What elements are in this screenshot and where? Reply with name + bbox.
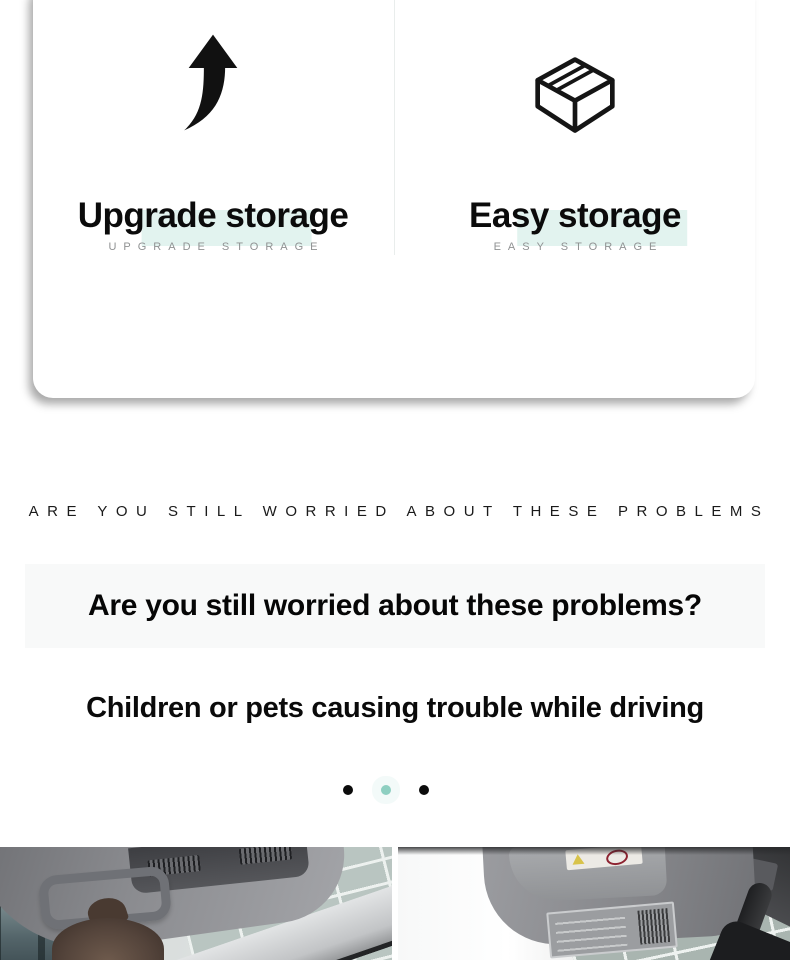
section-subheading: Children or pets causing trouble while driving (86, 692, 704, 724)
curved-up-arrow-icon (175, 34, 251, 134)
section-eyebrow: ARE YOU STILL WORRIED ABOUT THESE PROBLEMS (28, 503, 770, 520)
carousel-dots (343, 785, 429, 795)
carousel-dot-1[interactable] (343, 785, 353, 795)
photo-row (0, 847, 790, 960)
carousel-dot-2-active[interactable] (381, 785, 391, 795)
feature-easy-storage (395, 0, 755, 278)
feature-title: Easy storage (469, 196, 681, 235)
feature-title: Upgrade storage (77, 196, 349, 235)
carousel-dot-3[interactable] (419, 785, 429, 795)
feature-title-wrap (33, 192, 393, 240)
feature-card (33, 0, 755, 398)
feature-upgrade-storage (33, 0, 393, 278)
section-heading: Are you still worried about these problems? (88, 589, 702, 622)
feature-subtitle: UPGRADE STORAGE (108, 241, 325, 253)
roof-edge-shadow (398, 847, 790, 855)
warning-triangle-icon (572, 854, 585, 865)
car-ceiling-grab-handle-photo (0, 847, 392, 960)
feature-title-wrap (395, 192, 755, 240)
package-box-icon (525, 54, 625, 138)
feature-subtitle: EASY STORAGE (493, 241, 664, 253)
car-ceiling-rearview-mirror-photo (398, 847, 790, 960)
heading-band (25, 564, 765, 648)
